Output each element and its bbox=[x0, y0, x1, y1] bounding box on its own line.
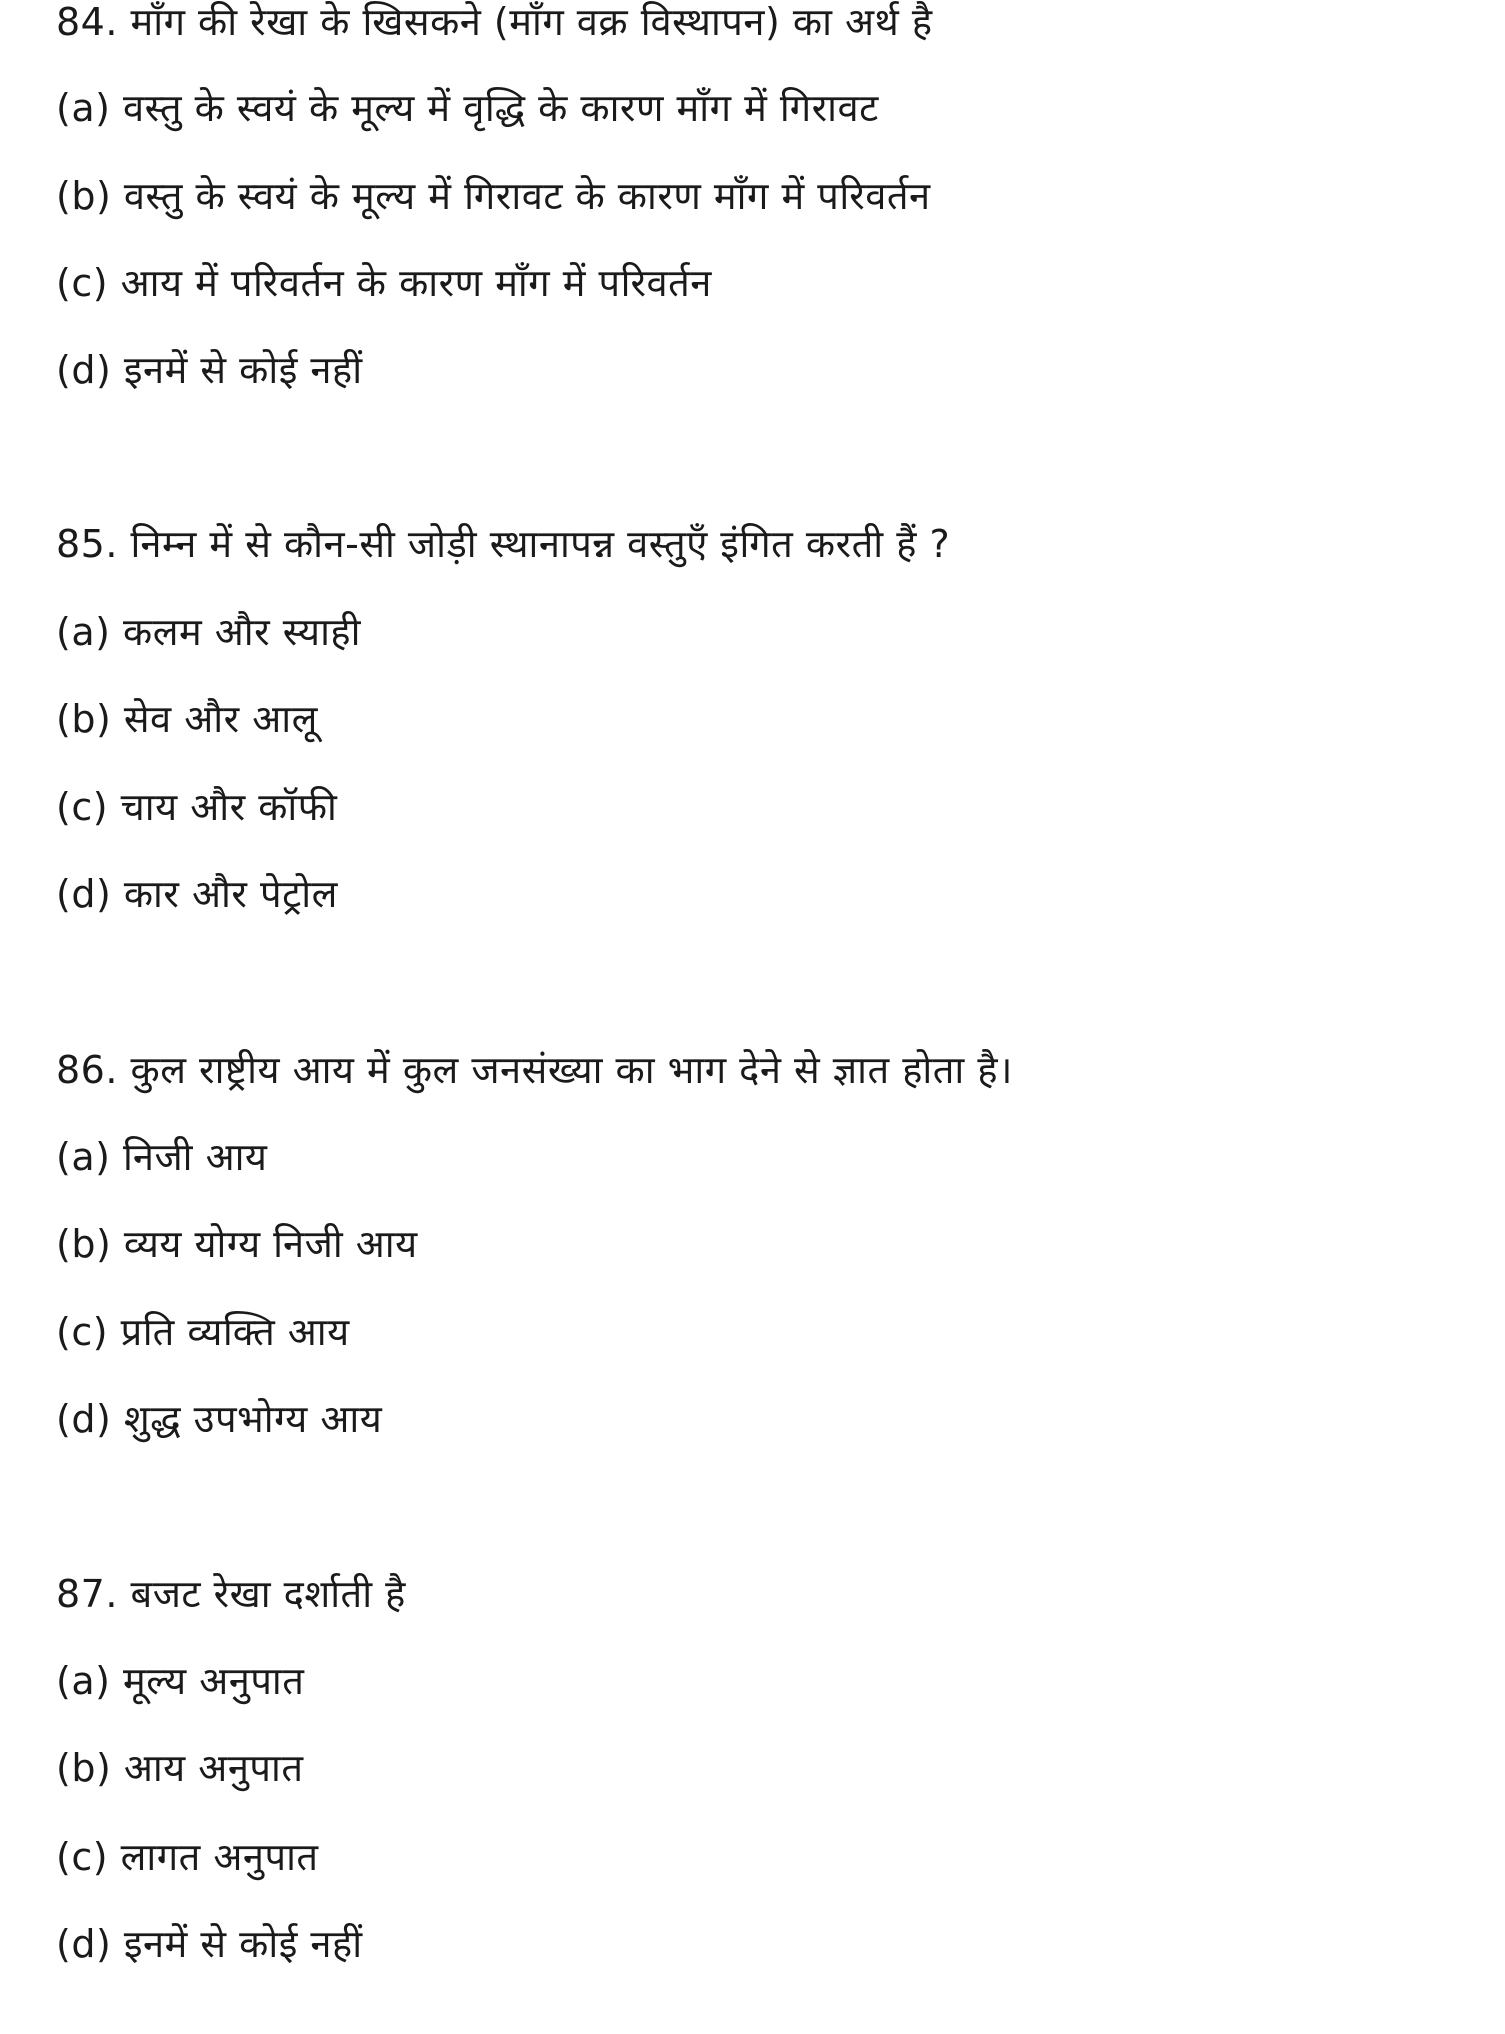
question-86-option-d: (d) शुद्ध उपभोग्य आय bbox=[56, 1397, 383, 1441]
question-85-option-c: (c) चाय और कॉफी bbox=[56, 785, 338, 829]
question-86-option-b: (b) व्यय योग्य निजी आय bbox=[56, 1222, 418, 1266]
question-87-option-d: (d) इनमें से कोई नहीं bbox=[56, 1922, 363, 1966]
question-84-option-d: (d) इनमें से कोई नहीं bbox=[56, 348, 363, 392]
question-87-option-b: (b) आय अनुपात bbox=[56, 1746, 304, 1790]
question-87-text: 87. बजट रेखा दर्शाती है bbox=[56, 1572, 406, 1616]
question-84-option-b: (b) वस्तु के स्वयं के मूल्य में गिरावट के कारण माँग में परिवर्तन bbox=[56, 174, 931, 218]
question-87-option-a: (a) मूल्य अनुपात bbox=[56, 1659, 305, 1703]
question-85-option-b: (b) सेव और आलू bbox=[56, 697, 318, 741]
question-86-option-a: (a) निजी आय bbox=[56, 1135, 268, 1179]
question-86-option-c: (c) प्रति व्यक्ति आय bbox=[56, 1310, 350, 1354]
question-85-option-a: (a) कलम और स्याही bbox=[56, 610, 361, 654]
question-84-text: 84. माँग की रेखा के खिसकने (माँग वक्र विस्थापन) का अर्थ है bbox=[56, 0, 933, 44]
question-85-text: 85. निम्न में से कौन-सी जोड़ी स्थानापन्न वस्तुएँ इंगित करती हैं ? bbox=[56, 522, 951, 566]
question-84-option-a: (a) वस्तु के स्वयं के मूल्य में वृद्धि के कारण माँग में गिरावट bbox=[56, 86, 879, 130]
question-86-text: 86. कुल राष्ट्रीय आय में कुल जनसंख्या का भाग देने से ज्ञात होता है। bbox=[56, 1048, 1013, 1092]
question-84-option-c: (c) आय में परिवर्तन के कारण माँग में परिवर्तन bbox=[56, 261, 712, 305]
question-85-option-d: (d) कार और पेट्रोल bbox=[56, 872, 338, 916]
question-87-option-c: (c) लागत अनुपात bbox=[56, 1835, 319, 1879]
